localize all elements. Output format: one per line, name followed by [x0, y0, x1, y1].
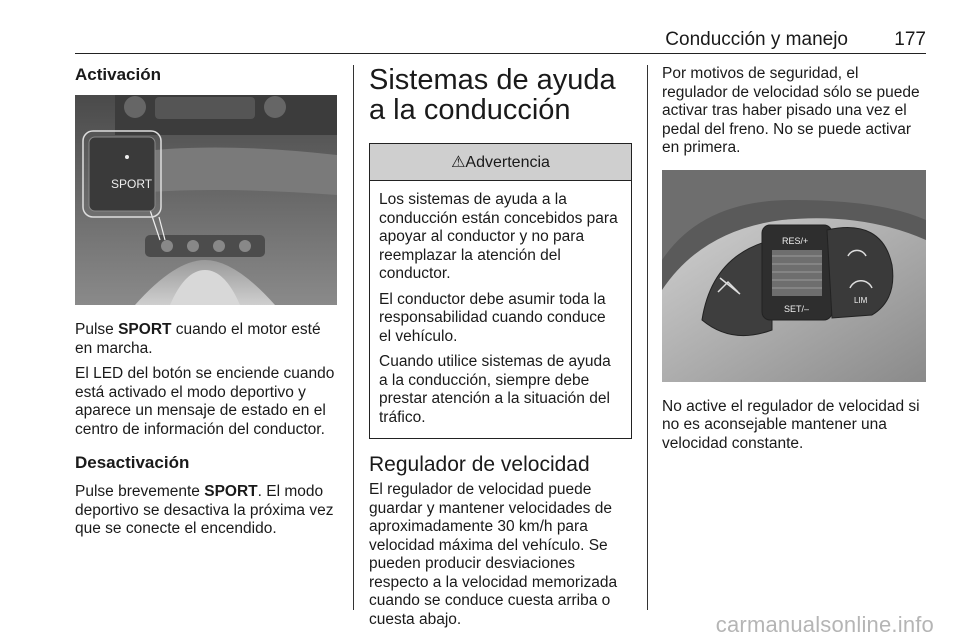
- column-divider: [353, 65, 354, 610]
- warning-paragraph-2: El conductor debe asumir toda la responsabilidad cuando conduce el vehículo.: [379, 290, 606, 345]
- section-title: Conducción y manejo: [665, 29, 848, 50]
- column-middle: [369, 65, 632, 636]
- text-run: cuando el motor esté en marcha.: [75, 321, 321, 357]
- page-number: 177: [894, 29, 926, 50]
- column-left: [75, 65, 337, 546]
- paragraph-safety: Por motivos de seguridad, el regulador de velocidad sólo se puede activar tras haber pisado una vez el pedal del freno. No se puede activar en primera.: [662, 65, 920, 156]
- heading-activation: Activación: [75, 65, 161, 84]
- warning-paragraph-1: Los sistemas de ayuda a la conducción están concebidos para apoyar al conductor y no para reemplazar la atención del conductor.: [379, 191, 618, 282]
- res-label: RES/+: [782, 235, 809, 246]
- text-run: . El modo deportivo se desactiva la próxima vez que se conecte el encendido.: [75, 483, 334, 537]
- steering-wheel-photo: [662, 170, 926, 382]
- warning-label: Advertencia: [465, 154, 550, 171]
- section-heading: Sistemas de ayuda a la conducción: [369, 64, 616, 126]
- text-run: Pulse brevemente: [75, 483, 205, 500]
- lim-label: LIM: [854, 295, 868, 305]
- page-header: [75, 27, 926, 54]
- sport-button-photo: [75, 95, 337, 305]
- text-bold: SPORT: [204, 483, 258, 500]
- column-right: [662, 65, 926, 460]
- paragraph-deactivation: [75, 483, 337, 539]
- column-divider: [647, 65, 648, 610]
- paragraph-activation-1: [75, 321, 337, 358]
- warning-header: [370, 144, 631, 181]
- paragraph-cruise-control: El regulador de velocidad puede guardar y mantener velocidades de aproximadamente 30 km/h para velocidad máxima del vehículo. Se pueden producir desviaciones respecto a la velocidad memorizada cuando se conduce cuesta arriba o cuesta abajo.: [369, 481, 618, 628]
- watermark: carmanualsonline.info: [715, 612, 934, 637]
- warning-triangle-icon: ⚠: [451, 154, 466, 171]
- sport-label: SPORT: [111, 177, 153, 191]
- warning-body: [370, 181, 631, 438]
- heading-deactivation: Desactivación: [75, 453, 190, 472]
- subsection-heading: Regulador de velocidad: [369, 453, 590, 476]
- console-illustration: [75, 95, 337, 305]
- text-bold: SPORT: [118, 321, 172, 338]
- paragraph-activation-2: El LED del botón se enciende cuando está activado el modo deportivo y aparece un mensaje de estado en el centro de información del conductor.: [75, 365, 335, 438]
- warning-box: [369, 143, 632, 439]
- steering-controls-illustration: [662, 170, 926, 382]
- warning-paragraph-3: Cuando utilice sistemas de ayuda a la conducción, siempre debe prestar atención a la situación del tráfico.: [379, 353, 611, 426]
- text-run: Pulse: [75, 321, 119, 338]
- set-label: SET/–: [784, 303, 810, 314]
- paragraph-constant-speed: No active el regulador de velocidad si no es aconsejable mantener una velocidad constante.: [662, 397, 920, 452]
